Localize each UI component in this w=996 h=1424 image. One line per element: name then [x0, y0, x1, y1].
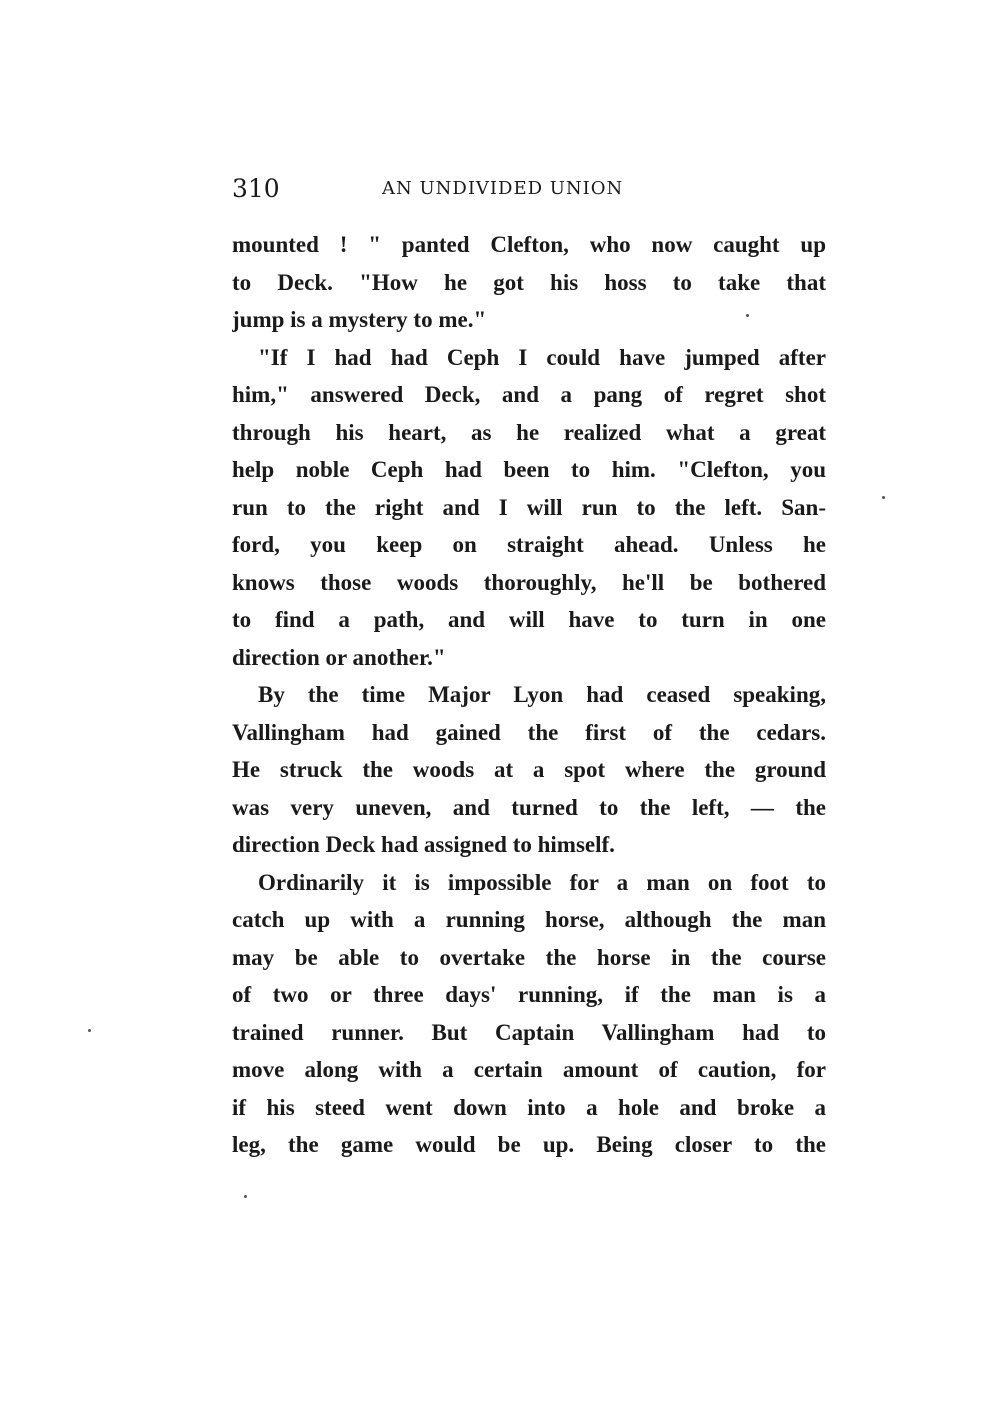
- text-line: if his steed went down into a hole and broke a: [232, 1094, 826, 1120]
- scan-speck: [244, 1195, 247, 1198]
- text-line: was very uneven, and turned to the left, — the: [232, 794, 826, 820]
- text-line: to Deck. "How he got his hoss to take that: [232, 269, 826, 295]
- text-line: leg, the game would be up. Being closer to the: [232, 1132, 826, 1157]
- text-line: He struck the woods at a spot where the ground: [232, 757, 826, 782]
- text-line: Vallingham had gained the first of the cedars.: [232, 719, 826, 745]
- text-line: trained runner. But Captain Vallingham had to: [232, 1019, 826, 1045]
- text-line: direction or another.": [232, 644, 446, 670]
- text-line: direction Deck had assigned to himself.: [232, 832, 615, 857]
- text-line: through his heart, as he realized what a great: [232, 419, 826, 445]
- page-number: 310: [232, 174, 280, 203]
- body-text: [232, 226, 826, 1164]
- text-line: run to the right and I will run to the left. San-: [232, 494, 826, 520]
- page-header: [232, 172, 826, 206]
- paragraph: [232, 226, 826, 339]
- scan-speck: [882, 496, 885, 499]
- text-line: By the time Major Lyon had ceased speaking,: [258, 682, 826, 707]
- paragraph: [232, 864, 826, 1164]
- text-line: knows those woods thoroughly, he'll be bothered: [232, 569, 826, 595]
- text-line: "If I had had Ceph I could have jumped after: [258, 344, 826, 370]
- running-head: AN UNDIVIDED UNION: [382, 178, 624, 199]
- scan-speck: [88, 1029, 91, 1032]
- scan-speck: [746, 314, 749, 317]
- text-line: mounted ! " panted Clefton, who now caught up: [232, 232, 826, 257]
- text-line: to find a path, and will have to turn in one: [232, 607, 826, 632]
- text-line: of two or three days' running, if the man is a: [232, 982, 826, 1007]
- text-line: Ordinarily it is impossible for a man on foot to: [258, 869, 826, 895]
- text-line: ford, you keep on straight ahead. Unless he: [232, 532, 826, 557]
- text-line: may be able to overtake the horse in the course: [232, 944, 826, 970]
- text-line: him," answered Deck, and a pang of regret shot: [232, 382, 826, 407]
- paragraph: [232, 676, 826, 864]
- text-line: catch up with a running horse, although the man: [232, 907, 826, 932]
- paragraph: [232, 339, 826, 677]
- text-line: help noble Ceph had been to him. "Clefton, you: [232, 457, 826, 482]
- text-line: move along with a certain amount of caution, for: [232, 1057, 826, 1082]
- text-line: jump is a mystery to me.": [232, 307, 487, 332]
